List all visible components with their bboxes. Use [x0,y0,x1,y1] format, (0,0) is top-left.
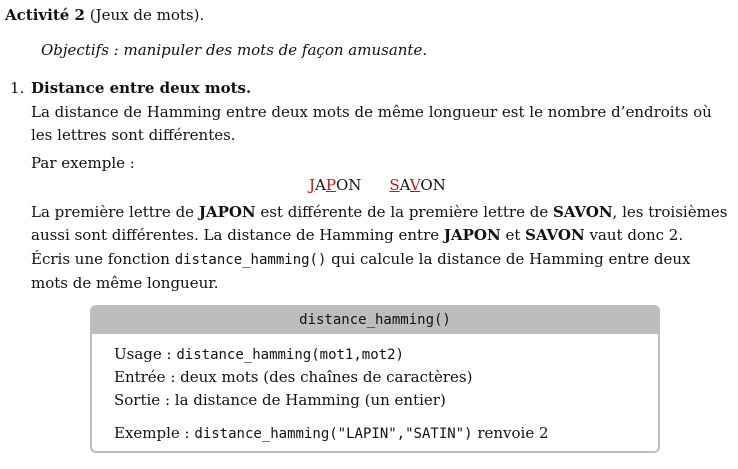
paragraph-task: Écris une fonction distance_hamming() qui calcule la distance de Hamming entre deux mots de même longueur. [31,250,691,292]
activity-label: Activité 2 [5,6,85,24]
diff-letter: S [389,176,400,194]
item-number: 1. [10,79,25,97]
diff-letter: V [409,176,421,194]
spec-example: Exemple : distance_hamming("LAPIN","SATIN") renvoie 2 [114,424,549,442]
paragraph-definition: La distance de Hamming entre deux mots de même longueur est le nombre d’endroits où les lettres sont différentes. [31,103,712,144]
spec-input: Entrée : deux mots (des chaînes de caractères) [114,368,473,386]
example-word-1 [309,176,361,194]
objectives-text: Objectifs : manipuler des mots de façon amusante. [41,41,428,59]
diff-letter: J [309,176,316,194]
item-heading: Distance entre deux mots. [31,79,252,97]
paragraph-explanation: La première lettre de JAPON est différente de la première lettre de SAVON, les troisièmes aussi sont différentes. La distance de Hamming entre JAPON et SAVON vaut donc 2. [31,203,728,244]
spec-usage: Usage : distance_hamming(mot1,mot2) [114,345,404,363]
paragraph-example-intro: Par exemple : [31,154,135,172]
example-word-2 [389,176,445,194]
same-letters: ON [420,176,446,194]
example-words [309,176,446,194]
same-letters: ON [335,176,362,194]
activity-subtitle: (Jeux de mots). [89,6,205,24]
spec-output: Sortie : la distance de Hamming (un entier) [114,391,446,409]
diff-letter: P [325,176,336,194]
function-spec-header: distance_hamming() [92,307,658,334]
activity-title [5,6,204,24]
same-letter: A [315,176,326,194]
inline-code: distance_hamming() [174,252,327,268]
function-spec-box [90,305,660,453]
same-letter: A [399,176,410,194]
